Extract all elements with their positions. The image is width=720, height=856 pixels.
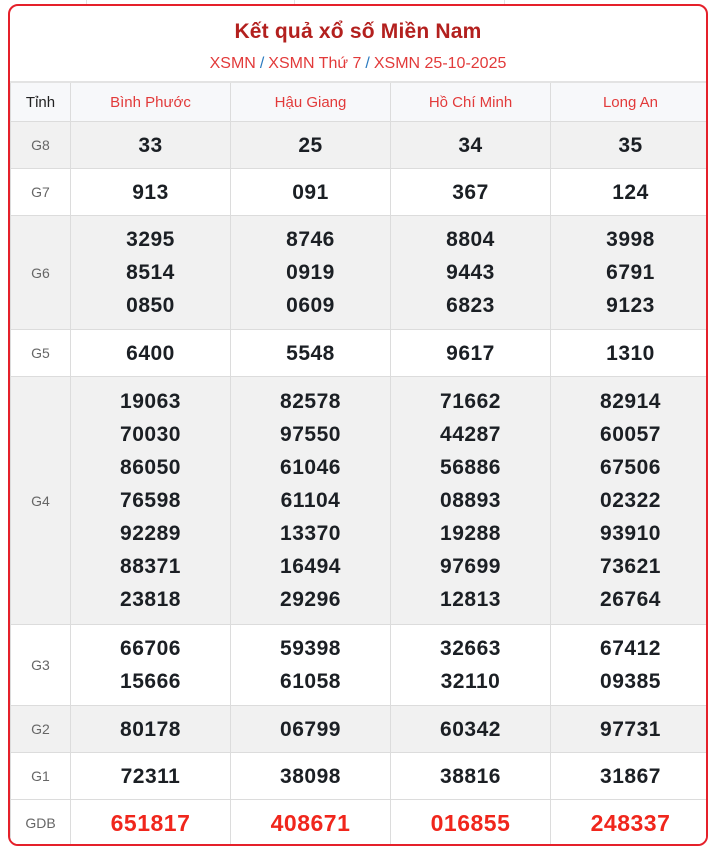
prize-number: 8746 (286, 228, 335, 251)
prize-number: 70030 (120, 423, 181, 446)
prize-number: 08893 (440, 489, 501, 512)
prize-label: GDB (11, 800, 71, 847)
prize-number: 0609 (286, 294, 335, 317)
prize-number: 8514 (126, 261, 175, 284)
prize-number: 15666 (120, 670, 181, 693)
prize-number: 97550 (280, 423, 341, 446)
prize-number: 31867 (600, 764, 661, 788)
result-cell (231, 625, 391, 706)
column-header-hau-giang[interactable]: Hậu Giang (231, 82, 391, 122)
prize-number: 3295 (126, 228, 175, 251)
prize-label: G2 (11, 706, 71, 753)
column-header-province-label: Tỉnh (11, 82, 71, 122)
prize-number: 091 (292, 180, 329, 204)
prize-number: 82578 (280, 390, 341, 413)
prize-number: 97699 (440, 555, 501, 578)
table-row-gdb (11, 800, 709, 847)
result-cell (391, 800, 551, 847)
special-prize-number: 248337 (590, 809, 671, 836)
prize-number: 92289 (120, 522, 181, 545)
table-row-g4 (11, 377, 709, 625)
breadcrumb-xsmn[interactable]: XSMN (209, 55, 256, 72)
result-cell (231, 169, 391, 216)
prize-number: 86050 (120, 456, 181, 479)
result-cell (231, 216, 391, 330)
result-cell (551, 216, 709, 330)
prize-number: 61058 (280, 670, 341, 693)
prize-number: 9617 (446, 341, 495, 365)
prize-number: 124 (612, 180, 649, 204)
prize-number: 72311 (120, 764, 181, 788)
table-row-g3 (11, 625, 709, 706)
prize-number: 93910 (600, 522, 661, 545)
result-cell (551, 706, 709, 753)
results-body (11, 122, 709, 847)
prize-number: 9123 (606, 294, 655, 317)
prize-label: G5 (11, 330, 71, 377)
prize-label: G8 (11, 122, 71, 169)
prize-number: 6791 (606, 261, 655, 284)
prize-number: 5548 (286, 341, 335, 365)
breadcrumb-separator: / (259, 55, 265, 72)
prize-number: 32663 (440, 637, 501, 660)
result-cell (391, 330, 551, 377)
result-cell (71, 330, 231, 377)
prize-number: 16494 (280, 555, 341, 578)
prize-label: G7 (11, 169, 71, 216)
column-header-long-an[interactable]: Long An (551, 82, 709, 122)
prize-number: 88371 (120, 555, 181, 578)
result-cell (551, 169, 709, 216)
prize-number: 25 (298, 133, 323, 157)
prize-number: 80178 (120, 717, 181, 741)
result-cell (391, 169, 551, 216)
result-cell (551, 800, 709, 847)
prize-number: 44287 (440, 423, 501, 446)
prize-label: G4 (11, 377, 71, 625)
result-cell (71, 753, 231, 800)
table-row-g6 (11, 216, 709, 330)
prize-number: 0919 (286, 261, 335, 284)
prize-number: 0850 (126, 294, 175, 317)
prize-label: G6 (11, 216, 71, 330)
prize-number: 1310 (606, 341, 655, 365)
results-header (10, 6, 706, 81)
prize-number: 38098 (280, 764, 341, 788)
column-header-binh-phuoc[interactable]: Bình Phước (71, 82, 231, 122)
result-cell (71, 800, 231, 847)
page-title: Kết quả xổ số Miền Nam (234, 20, 482, 43)
result-cell (391, 377, 551, 625)
result-cell (231, 753, 391, 800)
prize-number: 60342 (440, 717, 501, 741)
prize-number: 56886 (440, 456, 501, 479)
prize-number: 6400 (126, 341, 175, 365)
prize-number: 8804 (446, 228, 495, 251)
special-prize-number: 651817 (110, 809, 191, 836)
result-cell (391, 625, 551, 706)
prize-number: 367 (452, 180, 489, 204)
table-row-g1 (11, 753, 709, 800)
result-cell (391, 753, 551, 800)
prize-number: 97731 (600, 717, 661, 741)
prize-number: 3998 (606, 228, 655, 251)
prize-number: 59398 (280, 637, 341, 660)
result-cell (231, 706, 391, 753)
result-cell (231, 122, 391, 169)
breadcrumb-xsmn-thu-7[interactable]: XSMN Thứ 7 (268, 55, 362, 72)
result-cell (551, 330, 709, 377)
prize-number: 02322 (600, 489, 661, 512)
result-cell (551, 753, 709, 800)
result-cell (71, 122, 231, 169)
result-cell (551, 377, 709, 625)
prize-number: 19063 (120, 390, 181, 413)
breadcrumb-xsmn-date[interactable]: XSMN 25-10-2025 (373, 55, 507, 72)
table-row-g8 (11, 122, 709, 169)
prize-number: 67412 (600, 637, 661, 660)
result-cell (71, 216, 231, 330)
prize-number: 26764 (600, 588, 661, 611)
prize-label: G3 (11, 625, 71, 706)
results-card (8, 4, 708, 846)
prize-number: 913 (132, 180, 169, 204)
result-cell (391, 122, 551, 169)
result-cell (231, 330, 391, 377)
result-cell (551, 625, 709, 706)
prize-number: 61104 (280, 489, 341, 512)
prize-number: 9443 (446, 261, 495, 284)
result-cell (391, 216, 551, 330)
special-prize-number: 408671 (270, 809, 351, 836)
result-cell (551, 122, 709, 169)
breadcrumb (10, 54, 706, 74)
prize-number: 32110 (440, 670, 501, 693)
table-row-g2 (11, 706, 709, 753)
result-cell (71, 625, 231, 706)
prize-number: 71662 (440, 390, 501, 413)
prize-number: 09385 (600, 670, 661, 693)
prize-number: 13370 (280, 522, 341, 545)
prize-number: 82914 (600, 390, 661, 413)
prize-number: 38816 (440, 764, 501, 788)
prize-number: 29296 (280, 588, 341, 611)
result-cell (231, 377, 391, 625)
prize-number: 23818 (120, 588, 181, 611)
breadcrumb-separator: / (365, 55, 370, 72)
prize-label: G1 (11, 753, 71, 800)
table-header-row (11, 82, 709, 122)
special-prize-number: 016855 (430, 809, 511, 836)
prize-number: 67506 (600, 456, 661, 479)
table-row-g7 (11, 169, 709, 216)
result-cell (71, 169, 231, 216)
column-header-ho-chi-minh[interactable]: Hồ Chí Minh (391, 82, 551, 122)
result-cell (71, 706, 231, 753)
table-row-g5 (11, 330, 709, 377)
prize-number: 35 (618, 133, 643, 157)
prize-number: 73621 (600, 555, 661, 578)
prize-number: 66706 (120, 637, 181, 660)
result-cell (231, 800, 391, 847)
prize-number: 61046 (280, 456, 341, 479)
prize-number: 06799 (280, 717, 341, 741)
prize-number: 19288 (440, 522, 501, 545)
result-cell (391, 706, 551, 753)
prize-number: 60057 (600, 423, 661, 446)
prize-number: 6823 (446, 294, 495, 317)
prize-number: 12813 (440, 588, 501, 611)
results-table (10, 81, 708, 846)
result-cell (71, 377, 231, 625)
prize-number: 34 (458, 133, 483, 157)
prize-number: 33 (138, 133, 163, 157)
prize-number: 76598 (120, 489, 181, 512)
